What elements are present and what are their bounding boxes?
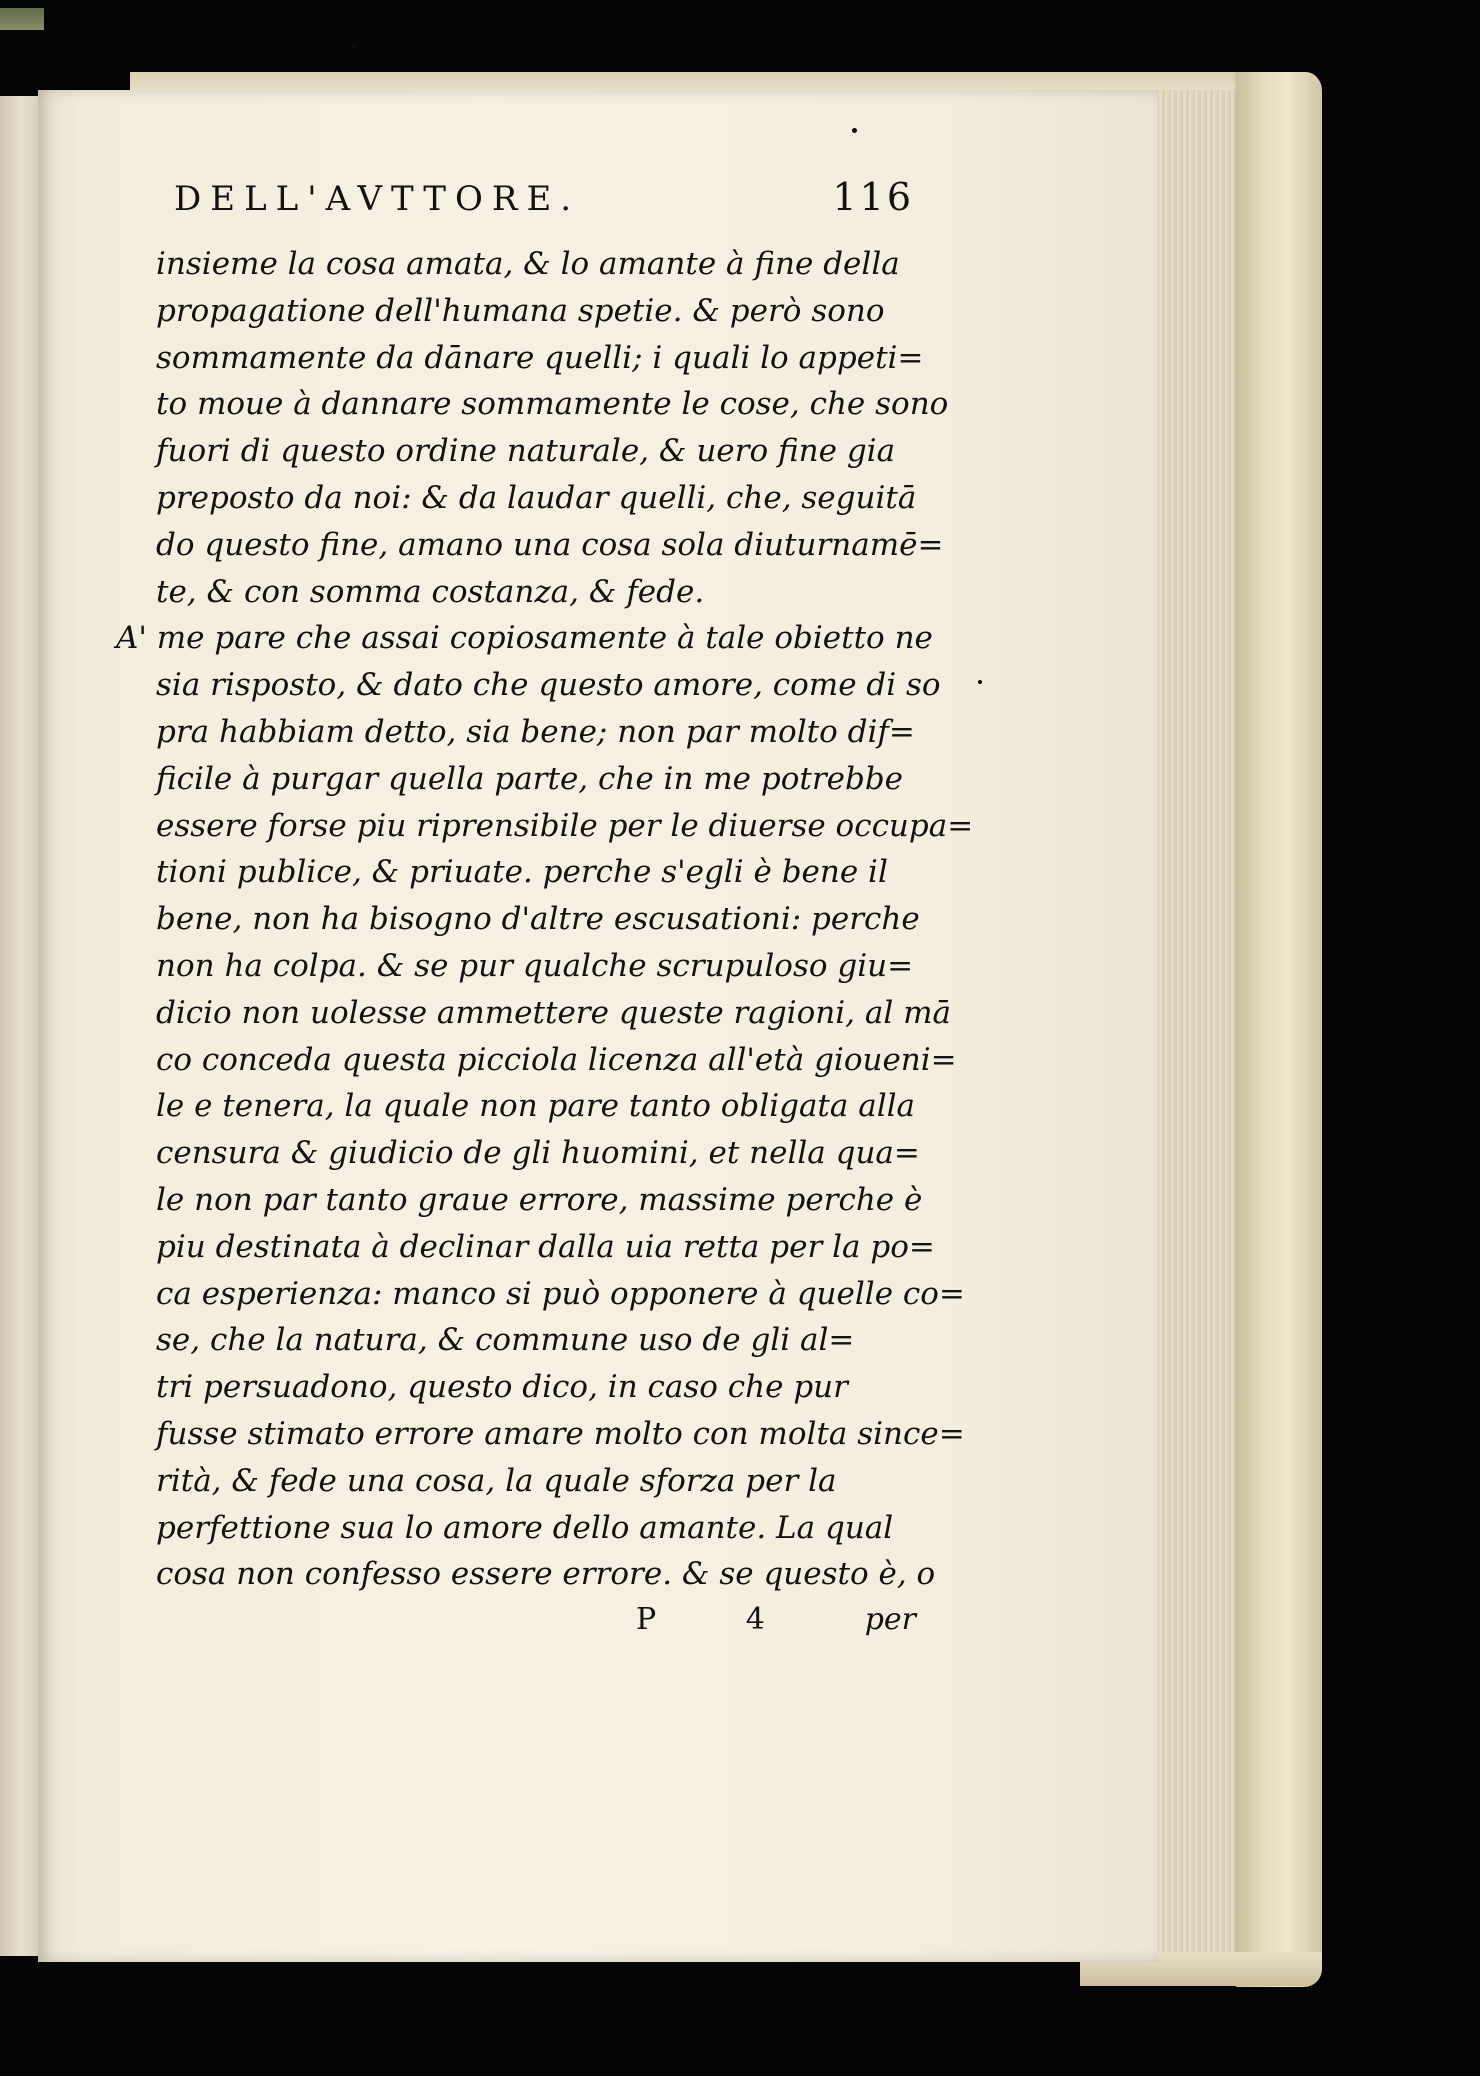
text-line: rità, & fede una cosa, la quale sforza per la [156,1462,837,1499]
text-line: ficile à purgar quella parte, che in me potrebbe [156,760,904,797]
previous-page-edge [0,96,40,1956]
text-line: propagatione dell'humana spetie. & però sono [156,292,885,329]
text-line: tioni publice, & priuate. perche s'egli è bene il [156,854,888,891]
text-line: se, che la natura, & commune uso de gli al= [156,1322,855,1359]
text-line: sia risposto, & dato che questo amore, come di so [156,667,941,704]
text-line: piu destinata à declinar dalla uia retta per la po= [156,1228,935,1265]
signature-mark: P 4 [636,1602,805,1638]
text-line: do questo fine, amano una cosa sola diuturnamē= [156,526,944,563]
text-line: fuori di questo ordine naturale, & uero fine gia [156,433,896,470]
speck-mark [852,128,857,133]
speck-mark [978,680,982,684]
text-line: dicio non uolesse ammettere queste ragioni, al mā [156,994,951,1031]
text-line: le e tenera, la quale non pare tanto obligata alla [156,1088,916,1125]
text-line: fusse stimato errore amare molto con molta since= [156,1415,965,1452]
binding-edge [0,8,44,30]
text-line: pra habbiam detto, sia bene; non par molto dif= [156,713,915,750]
text-line: preposto da noi: & da laudar quelli, che, seguitā [156,479,917,516]
text-line: ca esperienza: manco si può opponere à quelle co= [156,1275,965,1312]
text-line: censura & giudicio de gli huomini, et nella qua= [156,1135,920,1172]
body-text [116,241,974,1598]
text-line: essere forse piu riprensibile per le diuerse occupa= [156,807,974,844]
text-line: non ha colpa. & se pur qualche scrupuloso giu= [156,947,914,984]
book [0,72,1322,1987]
text-line: insieme la cosa amata, & lo amante à fine della [156,246,900,282]
book-page [38,90,1158,1962]
text-line: cosa non confesso essere errore. & se questo è, o [156,1556,936,1593]
page-footer [116,1602,916,1654]
text-line: te, & con somma costanza, & fede. [156,573,705,610]
text-line: co conceda questa picciola licenza all'età gioueni= [156,1041,957,1078]
text-line: bene, non ha bisogno d'altre escusationi: perche [156,901,920,938]
text-line: sommamente da dānare quelli; i quali lo appeti= [156,339,924,376]
vellum-cover [1236,72,1322,1987]
speck-mark [350,44,356,50]
paragraph-start-line: A' me pare che assai copiosamente à tale obietto ne [116,620,933,657]
text-line: le non par tanto graue errore, massime perche è [156,1181,923,1218]
text-line: perfettione sua lo amore dello amante. La qual [156,1509,894,1546]
page-header [116,175,916,237]
text-line: to moue à dannare sommamente le cose, che sono [156,386,949,423]
catchword: per [864,1602,916,1638]
running-head: DELL'AVTTORE. [174,179,581,219]
page-number: 116 [832,175,914,219]
text-block [116,175,974,1654]
text-line: tri persuadono, questo dico, in caso che pur [156,1369,848,1406]
